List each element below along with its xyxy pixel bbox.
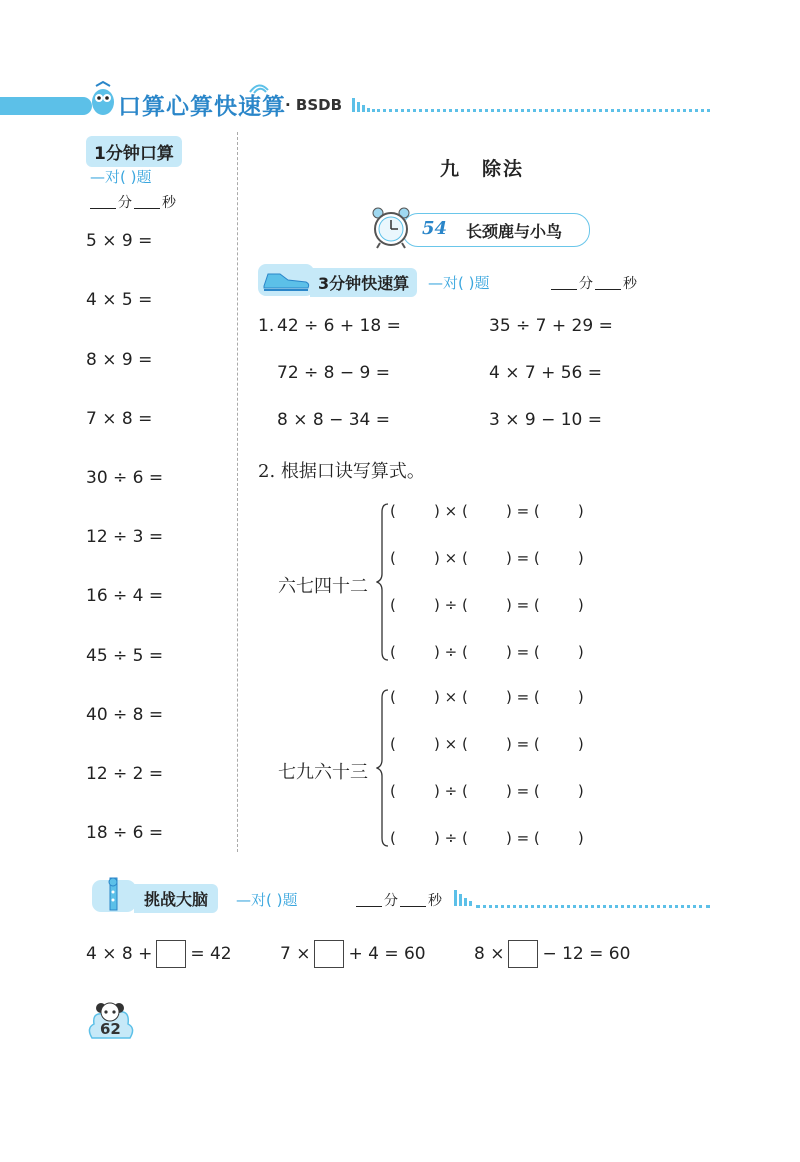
- exercise-item: 16 ÷ 4 =: [86, 586, 164, 606]
- speed-right-item: 4 × 7 + 56 =: [489, 363, 603, 383]
- equation-row[interactable]: ( ) ÷ ( ) = ( ): [390, 782, 584, 800]
- exercise-item: 5 × 9 =: [86, 231, 153, 251]
- header-accent-bar: [0, 97, 92, 115]
- speed-left-item: 8 × 8 − 34 =: [277, 410, 391, 430]
- exercise-item: 7 × 8 =: [86, 409, 153, 429]
- q2-prompt: 2. 根据口诀写算式。: [258, 461, 425, 482]
- challenge-item: [474, 940, 630, 968]
- left-panel-time: 分 秒: [88, 192, 176, 212]
- equation-row[interactable]: ( ) × ( ) = ( ): [390, 549, 584, 567]
- speed-correct-count: —对( )题: [428, 274, 490, 292]
- exercise-item: 45 ÷ 5 =: [86, 646, 164, 666]
- speed-left-item: 72 ÷ 8 − 9 =: [277, 363, 391, 383]
- mnemonic-label: 六七四十二: [278, 576, 368, 597]
- speed-right-item: 3 × 9 − 10 =: [489, 410, 603, 430]
- challenge-correct-count: —对( )题: [236, 891, 298, 909]
- exercise-item: 18 ÷ 6 =: [86, 823, 164, 843]
- speed-time: 分 秒: [549, 273, 637, 293]
- answer-box[interactable]: [314, 940, 344, 968]
- exercise-item: 40 ÷ 8 =: [86, 705, 164, 725]
- header-code: · BSDB: [285, 96, 343, 114]
- left-panel-title: 1分钟口算: [86, 136, 182, 167]
- exercise-item: 8 × 9 =: [86, 350, 153, 370]
- equation-row[interactable]: ( ) × ( ) = ( ): [390, 735, 584, 753]
- lesson-number: 54: [422, 218, 448, 239]
- signal-bars-icon: [454, 888, 474, 908]
- exercise-item: 30 ÷ 6 =: [86, 468, 164, 488]
- curly-brace-icon: [376, 502, 390, 662]
- challenge-item-post: + 4 = 60: [348, 944, 426, 964]
- minutes-blank[interactable]: [90, 208, 116, 209]
- exercise-item: 4 × 5 =: [86, 290, 153, 310]
- header-title: 口算心算快速算: [118, 94, 286, 120]
- equation-row[interactable]: ( ) × ( ) = ( ): [390, 688, 584, 706]
- challenge-time: 分 秒: [354, 890, 442, 910]
- speed-section-title: 3分钟快速算: [310, 268, 417, 297]
- challenge-item-post: = 42: [190, 944, 232, 964]
- giraffe-icon: [92, 876, 136, 914]
- challenge-dotted-line: [476, 905, 710, 908]
- alarm-clock-icon: [370, 205, 412, 249]
- challenge-item-pre: 8 ×: [474, 944, 505, 964]
- wave-decoration-icon: [248, 80, 270, 94]
- equation-row[interactable]: ( ) ÷ ( ) = ( ): [390, 596, 584, 614]
- curly-brace-icon: [376, 688, 390, 848]
- header-dotted-line: [372, 109, 710, 112]
- exercise-item: 12 ÷ 2 =: [86, 764, 164, 784]
- owl-mascot-icon: [88, 80, 118, 118]
- lesson-title: 长颈鹿与小鸟: [466, 222, 563, 241]
- challenge-item: [86, 940, 232, 968]
- chapter-title: 九 除法: [440, 158, 525, 180]
- q1-prefix: 1.: [258, 316, 275, 336]
- page-number: 62: [100, 1020, 121, 1038]
- exercise-item: 12 ÷ 3 =: [86, 527, 164, 547]
- challenge-item-post: − 12 = 60: [542, 944, 631, 964]
- speed-left-item: 42 ÷ 6 + 18 =: [277, 316, 401, 336]
- seconds-blank[interactable]: [595, 289, 621, 290]
- answer-box[interactable]: [156, 940, 186, 968]
- equation-row[interactable]: ( ) ÷ ( ) = ( ): [390, 643, 584, 661]
- signal-bars-icon: [352, 96, 372, 114]
- challenge-item: [280, 940, 426, 968]
- challenge-item-pre: 7 ×: [280, 944, 311, 964]
- challenge-title: 挑战大脑: [134, 884, 218, 913]
- column-divider: [237, 132, 238, 852]
- speed-right-item: 35 ÷ 7 + 29 =: [489, 316, 613, 336]
- equation-row[interactable]: ( ) ÷ ( ) = ( ): [390, 829, 584, 847]
- sneaker-icon: [258, 264, 314, 296]
- seconds-blank[interactable]: [400, 906, 426, 907]
- equation-row[interactable]: ( ) × ( ) = ( ): [390, 502, 584, 520]
- minutes-blank[interactable]: [551, 289, 577, 290]
- mnemonic-label: 七九六十三: [278, 762, 368, 783]
- minutes-blank[interactable]: [356, 906, 382, 907]
- left-panel-correct-count: —对( )题: [90, 168, 152, 186]
- seconds-blank[interactable]: [134, 208, 160, 209]
- answer-box[interactable]: [508, 940, 538, 968]
- challenge-item-pre: 4 × 8 +: [86, 944, 153, 964]
